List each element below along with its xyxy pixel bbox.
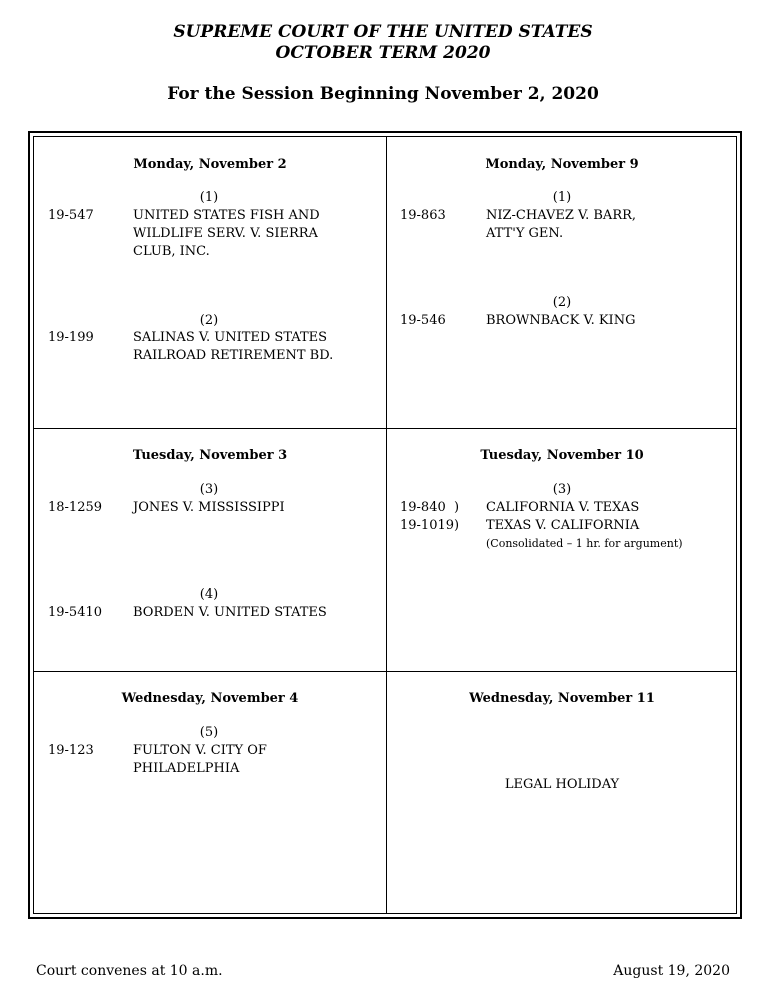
docket-number: 19-5410 xyxy=(48,605,103,620)
calendar-frame xyxy=(28,131,742,919)
day-heading: Monday, November 2 xyxy=(133,157,287,172)
case-name: FULTON V. CITY OF PHILADELPHIA xyxy=(133,743,267,776)
day-cell-wednesday-nov-4 xyxy=(34,671,386,915)
case-name: SALINAS V. UNITED STATES RAILROAD RETIREMENT BD. xyxy=(133,330,334,363)
day-cell-monday-nov-2 xyxy=(34,137,386,428)
day-cell-monday-nov-9 xyxy=(386,137,738,428)
docket-number: 19-123 xyxy=(48,743,94,758)
footer-date: August 19, 2020 xyxy=(613,963,730,979)
argument-number: (3) xyxy=(199,482,219,497)
case-name: NIZ-CHAVEZ V. BARR, ATT'Y GEN. xyxy=(486,208,637,241)
docket-number: 19-546 xyxy=(400,313,446,328)
argument-number: (5) xyxy=(199,725,219,740)
day-cell-wednesday-nov-11 xyxy=(386,671,738,915)
docket-number: 19-863 xyxy=(400,208,446,223)
case-name: BORDEN V. UNITED STATES xyxy=(133,605,327,620)
argument-number: (2) xyxy=(199,313,219,328)
day-heading: Monday, November 9 xyxy=(485,157,639,172)
argument-number: (1) xyxy=(552,190,572,205)
day-heading: Tuesday, November 3 xyxy=(132,448,288,463)
case-name: BROWNBACK V. KING xyxy=(486,313,636,328)
docket-number: 19-1019) xyxy=(400,518,460,533)
day-cell-tuesday-nov-10 xyxy=(386,428,738,671)
calendar-grid xyxy=(33,136,737,914)
day-heading: Wednesday, November 4 xyxy=(121,691,299,706)
term-title: OCTOBER TERM 2020 xyxy=(275,43,491,63)
docket-number: 19-840 ) xyxy=(400,500,460,515)
case-name: UNITED STATES FISH AND WILDLIFE SERV. V. SIERRA CLUB, INC. xyxy=(133,208,320,259)
footer-convene-time: Court convenes at 10 a.m. xyxy=(36,963,223,979)
consolidated-note: (Consolidated – 1 hr. for argument) xyxy=(486,537,683,550)
argument-number: (1) xyxy=(199,190,219,205)
court-title: SUPREME COURT OF THE UNITED STATES xyxy=(173,22,593,42)
session-title: For the Session Beginning November 2, 2020 xyxy=(167,84,599,104)
argument-number: (2) xyxy=(552,295,572,310)
case-name: CALIFORNIA V. TEXAS xyxy=(486,500,640,515)
day-heading: Wednesday, November 11 xyxy=(469,691,655,706)
case-name: JONES V. MISSISSIPPI xyxy=(133,500,285,515)
argument-number: (4) xyxy=(199,587,219,602)
docket-number: 19-547 xyxy=(48,208,94,223)
docket-number: 18-1259 xyxy=(48,500,103,515)
day-heading: Tuesday, November 10 xyxy=(480,448,644,463)
day-cell-tuesday-nov-3 xyxy=(34,428,386,671)
argument-number: (3) xyxy=(552,482,572,497)
legal-holiday-label: LEGAL HOLIDAY xyxy=(504,777,620,792)
case-name: TEXAS V. CALIFORNIA xyxy=(486,518,640,533)
docket-number: 19-199 xyxy=(48,330,94,345)
